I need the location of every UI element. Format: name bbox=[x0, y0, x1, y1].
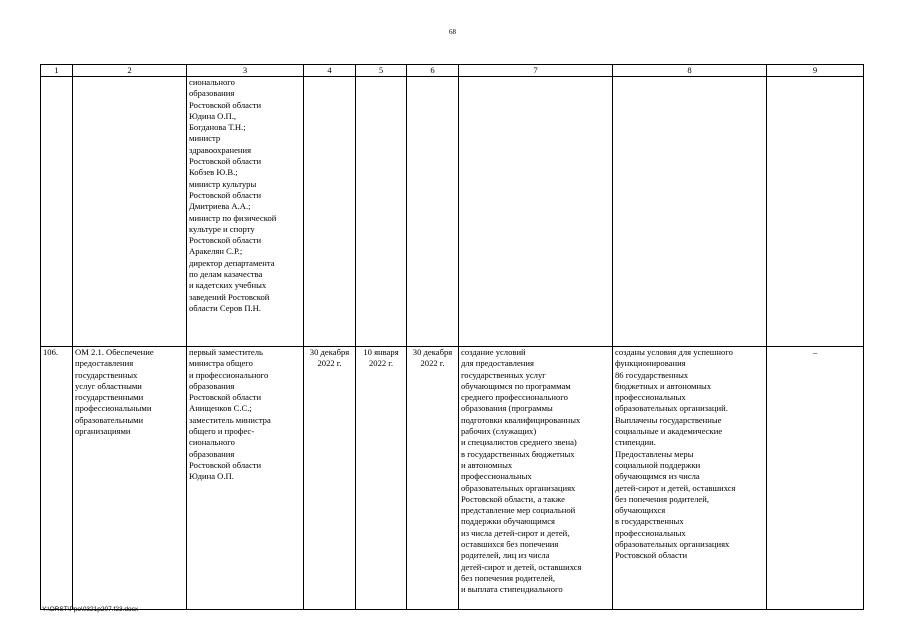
text-line: поддержки обучающимся bbox=[461, 516, 555, 527]
cont-cell-6 bbox=[407, 77, 459, 347]
text-line: создание условий bbox=[461, 347, 526, 357]
text-line: культуре и спорту bbox=[189, 223, 255, 234]
text-line: Ростовской области bbox=[189, 99, 262, 110]
text-line: Выплачены государственные bbox=[615, 414, 722, 425]
text-line: в государственных bbox=[615, 516, 684, 527]
table-row-106 bbox=[41, 347, 864, 610]
text-line: образования bbox=[189, 448, 235, 459]
cont-cell-2 bbox=[73, 77, 187, 347]
text-line: и кадетских учебных bbox=[189, 280, 267, 291]
text-line: предоставления bbox=[75, 358, 134, 369]
text-line: Дмитриева А.А.; bbox=[189, 201, 251, 212]
text-line: обучающимся по программам bbox=[461, 380, 571, 391]
text-line: образовательными bbox=[75, 414, 144, 425]
text-line: обучающихся bbox=[615, 505, 666, 516]
text-line: Ростовской области bbox=[189, 156, 262, 167]
text-line: обучающимся из числа bbox=[615, 471, 700, 482]
date-col5 bbox=[356, 347, 407, 610]
text-line: из числа детей-сирот и детей, bbox=[461, 527, 570, 538]
text-line: без попечения родителей, bbox=[461, 572, 555, 583]
cont-cell-1 bbox=[41, 77, 73, 347]
text-line: директор департамента bbox=[189, 257, 275, 268]
text-line: сионального bbox=[189, 77, 235, 87]
text-line: оставшихся без попечения bbox=[461, 539, 559, 550]
text-line: министр bbox=[189, 133, 221, 144]
text-line: в государственных бюджетных bbox=[461, 448, 575, 459]
header-cell-3: 3 bbox=[187, 65, 304, 77]
header-cell-2: 2 bbox=[73, 65, 187, 77]
header-cell-1: 1 bbox=[41, 65, 73, 77]
measures-table bbox=[40, 64, 864, 610]
header-row bbox=[41, 65, 864, 77]
text-line: заведений Ростовской bbox=[189, 291, 270, 302]
text-line: детей-сирот и детей, оставшихся bbox=[461, 561, 582, 572]
text-line: 2022 г. bbox=[368, 358, 394, 369]
header-cell-8: 8 bbox=[613, 65, 767, 77]
cont-cell-5 bbox=[356, 77, 407, 347]
row-number: 106. bbox=[41, 347, 73, 610]
actual-result bbox=[613, 347, 767, 610]
text-line: рабочих (служащих) bbox=[461, 426, 537, 437]
header-cell-4: 4 bbox=[304, 65, 356, 77]
text-line: Аракелян С.Р.; bbox=[189, 246, 243, 257]
page-number: 68 bbox=[449, 28, 456, 36]
text-line: без попечения родителей, bbox=[615, 493, 709, 504]
header-cell-7: 7 bbox=[459, 65, 613, 77]
text-line: социальные и академические bbox=[615, 426, 723, 437]
text-line: 2022 г. bbox=[317, 358, 342, 369]
text-line: и выплата стипендиального bbox=[461, 584, 563, 595]
cont-cell-4 bbox=[304, 77, 356, 347]
text-line: Кобзев Ю.В.; bbox=[189, 167, 238, 178]
text-line: Предоставлены меры bbox=[615, 448, 694, 459]
text-line: 2022 г. bbox=[420, 358, 445, 369]
text-line: родителей, лиц из числа bbox=[461, 550, 550, 561]
text-line: Богданова Т.Н.; bbox=[189, 122, 246, 133]
text-line: представление мер социальной bbox=[461, 505, 576, 516]
planned-result bbox=[459, 347, 613, 610]
text-line: заместитель министра bbox=[189, 414, 271, 425]
header-cell-5: 5 bbox=[356, 65, 407, 77]
text-line: государственных услуг bbox=[461, 369, 546, 380]
text-line: и автономных bbox=[461, 459, 513, 470]
date-col6 bbox=[407, 347, 459, 610]
text-line: социальной поддержки bbox=[615, 459, 701, 470]
footer-file-path: Y:\ORST\Ppo\0321p207.f23.docx bbox=[42, 606, 139, 613]
table-row-continuation bbox=[41, 77, 864, 347]
text-line: Юдина О.П. bbox=[189, 471, 234, 482]
text-line: 30 декабря bbox=[412, 347, 453, 357]
text-line: ОМ 2.1. Обеспечение bbox=[75, 347, 154, 357]
text-line: для предоставления bbox=[461, 358, 534, 369]
text-line: образовательных организациях bbox=[461, 482, 576, 493]
text-line: детей-сирот и детей, оставшихся bbox=[615, 482, 736, 493]
text-line: функционирования bbox=[615, 358, 686, 369]
text-line: Анищенков С.С.; bbox=[189, 403, 252, 414]
measure-name bbox=[73, 347, 187, 610]
text-line: образования bbox=[189, 88, 235, 99]
text-line: профессиональных bbox=[461, 471, 532, 482]
text-line: профессиональными bbox=[75, 403, 152, 414]
text-line: образования bbox=[189, 380, 235, 391]
text-line: государственных bbox=[75, 369, 138, 380]
text-line: Юдина О.П., bbox=[189, 110, 237, 121]
text-line: образования (программы bbox=[461, 403, 553, 414]
text-line: государственными bbox=[75, 392, 144, 403]
text-line: образовательных организаций. bbox=[615, 403, 728, 414]
text-line: Ростовской области bbox=[615, 550, 688, 561]
text-line: и специалистов среднего звена) bbox=[461, 437, 577, 448]
text-line: бюджетных и автономных bbox=[615, 380, 712, 391]
text-line: подготовки квалифицированных bbox=[461, 414, 581, 425]
text-line: Ростовской области bbox=[189, 392, 262, 403]
cont-cell-3 bbox=[187, 77, 304, 347]
text-line: министра общего bbox=[189, 358, 253, 369]
text-line: и профессионального bbox=[189, 369, 269, 380]
text-line: сионального bbox=[189, 437, 235, 448]
text-line: стипендии. bbox=[615, 437, 656, 448]
text-line: министр культуры bbox=[189, 178, 257, 189]
header-cell-6: 6 bbox=[407, 65, 459, 77]
note-dash: – bbox=[767, 347, 864, 610]
text-line: Ростовской области bbox=[189, 235, 262, 246]
text-line: первый заместитель bbox=[189, 347, 263, 357]
text-line: профессиональных bbox=[615, 392, 686, 403]
date-col4 bbox=[304, 347, 356, 610]
text-line: образовательных организациях bbox=[615, 539, 730, 550]
text-line: Ростовской области bbox=[189, 459, 262, 470]
text-line: области Серов П.Н. bbox=[189, 302, 262, 313]
text-line: созданы условия для успешного bbox=[615, 347, 733, 357]
text-line: 86 государственных bbox=[615, 369, 689, 380]
text-line: здравоохранения bbox=[189, 144, 252, 155]
text-line: общего и профес- bbox=[189, 426, 255, 437]
cont-cell-7 bbox=[459, 77, 613, 347]
text-line: среднего профессионального bbox=[461, 392, 568, 403]
header-cell-9: 9 bbox=[767, 65, 864, 77]
text-line: организациями bbox=[75, 426, 131, 437]
text-line: услуг областными bbox=[75, 380, 142, 391]
cont-cell-9 bbox=[767, 77, 864, 347]
text-line: министр по физической bbox=[189, 212, 277, 223]
text-line: по делам казачества bbox=[189, 269, 263, 280]
cont-cell-8 bbox=[613, 77, 767, 347]
text-line: Ростовской области, а также bbox=[461, 493, 565, 504]
text-line: 10 января bbox=[363, 347, 399, 357]
text-line: профессиональных bbox=[615, 527, 686, 538]
responsible-person bbox=[187, 347, 304, 610]
text-line: Ростовской области bbox=[189, 189, 262, 200]
text-line: 30 декабря bbox=[309, 347, 350, 357]
